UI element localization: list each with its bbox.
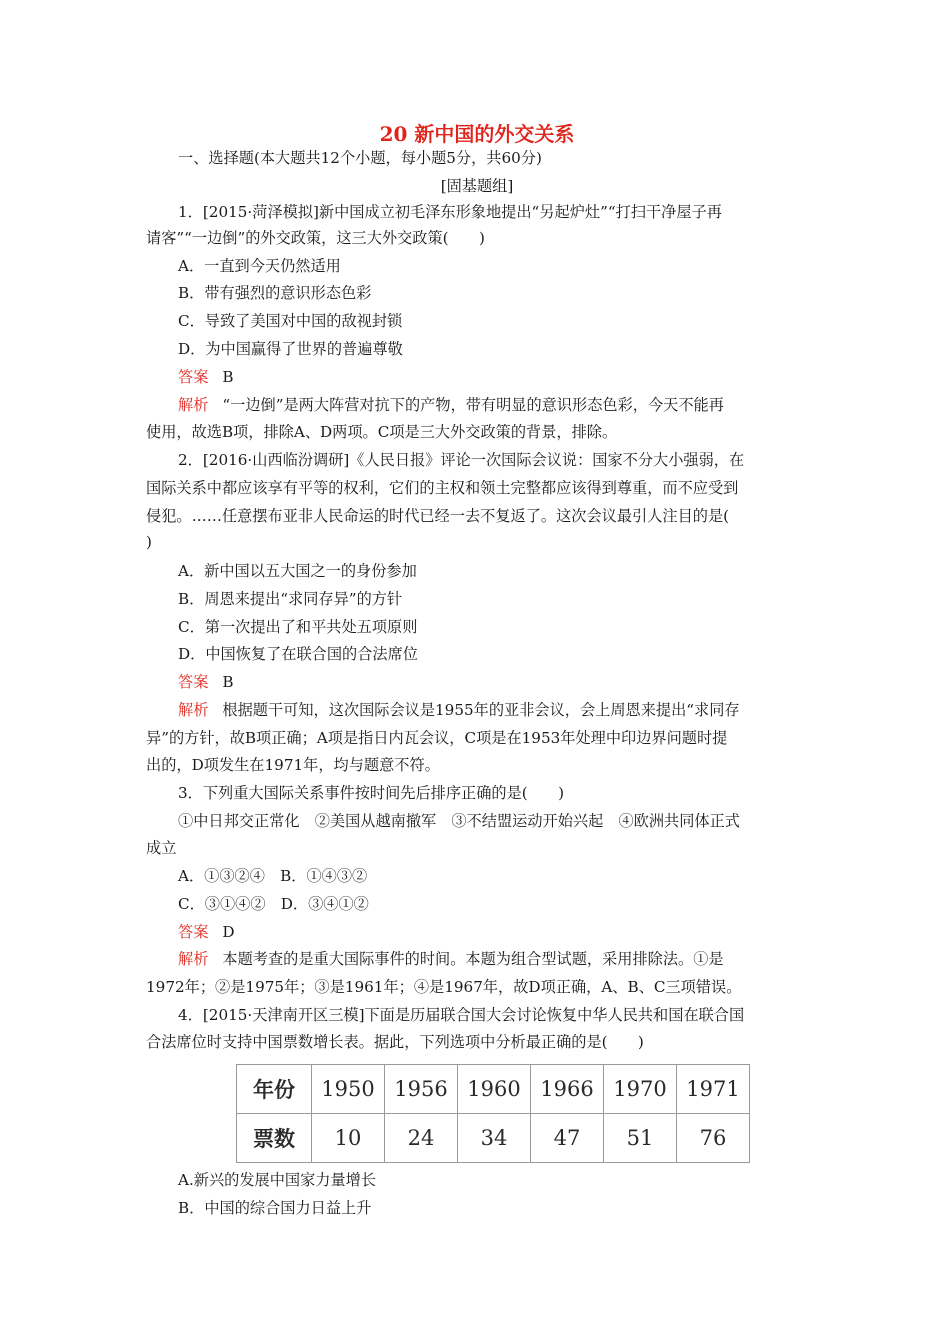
- q1-stem-line1: 1．[2015·菏泽模拟]新中国成立初毛泽东形象地提出“另起炉灶”“打扫干净屋子再: [178, 203, 722, 221]
- table-cell-year: 1960: [458, 1065, 531, 1114]
- q4-option-a: A.新兴的发展中国家力量增长: [178, 1171, 377, 1189]
- q1-answer: [178, 367, 234, 387]
- q2-stem-line3: 侵犯。……任意摆布亚非人民命运的时代已经一去不复返了。这次会议最引人注目的是(: [146, 507, 730, 525]
- q2-option-c: C．第一次提出了和平共处五项原则: [178, 618, 418, 636]
- q2-option-b: B．周恩来提出“求同存异”的方针: [178, 590, 403, 608]
- q1-analysis-line2: 使用，故选B项，排除A、D两项。C项是三大外交政策的背景，排除。: [146, 423, 618, 441]
- q1-option-a: A．一直到今天仍然适用: [178, 257, 341, 275]
- q2-option-a: A．新中国以五大国之一的身份参加: [178, 562, 417, 580]
- table-header-votes: 票数: [237, 1114, 312, 1163]
- q2-stem-line1: 2．[2016·山西临汾调研]《人民日报》评论一次国际会议说：国家不分大小强弱，在: [178, 451, 745, 469]
- q2-analysis-line3: 出的，D项发生在1971年，均与题意不符。: [146, 756, 440, 774]
- answer-label: 答案: [178, 923, 209, 941]
- q2-stem-line2: 国际关系中都应该享有平等的权利，它们的主权和领土完整都应该得到尊重，而不应受到: [146, 479, 739, 497]
- q2-analysis-line2: 异”的方针，故B项正确；A项是指日内瓦会议，C项是在1953年处理中印边界问题时提: [146, 729, 728, 747]
- table-row-years: [237, 1065, 750, 1114]
- table-cell-votes: 10: [312, 1114, 385, 1163]
- q2-analysis-line1: [178, 700, 740, 720]
- answer-label: 答案: [178, 368, 209, 386]
- q4-stem-line2: 合法席位时支持中国票数增长表。据此，下列选项中分析最正确的是( ): [146, 1033, 644, 1051]
- q1-stem-line2: 请客”“一边倒”的外交政策，这三大外交政策( ): [146, 229, 485, 247]
- table-cell-year: 1970: [604, 1065, 677, 1114]
- q4-stem-line1: 4．[2015·天津南开区三模]下面是历届联合国大会讨论恢复中华人民共和国在联合国: [178, 1006, 745, 1024]
- q2-option-d: D．中国恢复了在联合国的合法席位: [178, 645, 418, 663]
- q1-option-d: D．为中国赢得了世界的普遍尊敬: [178, 340, 403, 358]
- q1-option-b: B．带有强烈的意识形态色彩: [178, 284, 372, 302]
- q3-answer: [178, 922, 235, 942]
- group-heading: [固基题组]: [440, 177, 514, 195]
- table-header-year: 年份: [237, 1065, 312, 1114]
- table-cell-year: 1971: [677, 1065, 750, 1114]
- q3-options-line2: C．③①④② D．③④①②: [178, 895, 369, 913]
- table-cell-votes: 76: [677, 1114, 750, 1163]
- q3-events-line1: ①中日邦交正常化 ②美国从越南撤军 ③不结盟运动开始兴起 ④欧洲共同体正式: [178, 812, 740, 830]
- table-cell-year: 1950: [312, 1065, 385, 1114]
- analysis-label: 解析: [178, 701, 209, 719]
- table-cell-votes: 51: [604, 1114, 677, 1163]
- table-cell-votes: 24: [385, 1114, 458, 1163]
- q4-option-b: B．中国的综合国力日益上升: [178, 1199, 372, 1217]
- page-title: 20 新中国的外交关系: [379, 122, 575, 146]
- q1-answer-value: B: [222, 368, 234, 386]
- q2-answer-value: B: [222, 673, 234, 691]
- q3-analysis-line1: [178, 949, 724, 969]
- section-heading: 一、选择题(本大题共12个小题，每小题5分，共60分): [178, 149, 542, 167]
- answer-label: 答案: [178, 673, 209, 691]
- q2-analysis-text1: 根据题干可知，这次国际会议是1955年的亚非会议，会上周恩来提出“求同存: [222, 701, 740, 719]
- q3-events-line2: 成立: [146, 839, 177, 857]
- analysis-label: 解析: [178, 950, 209, 968]
- table-cell-year: 1966: [531, 1065, 604, 1114]
- q3-answer-value: D: [222, 923, 235, 941]
- q2-stem-line4: ): [146, 533, 152, 551]
- q1-option-c: C．导致了美国对中国的敌视封锁: [178, 312, 403, 330]
- q2-answer: [178, 672, 234, 692]
- analysis-label: 解析: [178, 396, 209, 414]
- q3-options-line1: A．①③②④ B．①④③②: [178, 867, 368, 885]
- q3-analysis-text1: 本题考查的是重大国际事件的时间。本题为组合型试题，采用排除法。①是: [222, 950, 724, 968]
- q1-analysis-line1: [178, 395, 724, 415]
- votes-table: [236, 1064, 750, 1163]
- q3-analysis-line2: 1972年；②是1975年；③是1961年；④是1967年，故D项正确，A、B、C三项错误。: [146, 978, 742, 996]
- table-cell-year: 1956: [385, 1065, 458, 1114]
- table-cell-votes: 34: [458, 1114, 531, 1163]
- q3-stem-line1: 3．下列重大国际关系事件按时间先后排序正确的是( ): [178, 784, 565, 802]
- table-cell-votes: 47: [531, 1114, 604, 1163]
- q1-analysis-text1: “一边倒”是两大阵营对抗下的产物，带有明显的意识形态色彩，今天不能再: [222, 396, 724, 414]
- table-row-votes: [237, 1114, 750, 1163]
